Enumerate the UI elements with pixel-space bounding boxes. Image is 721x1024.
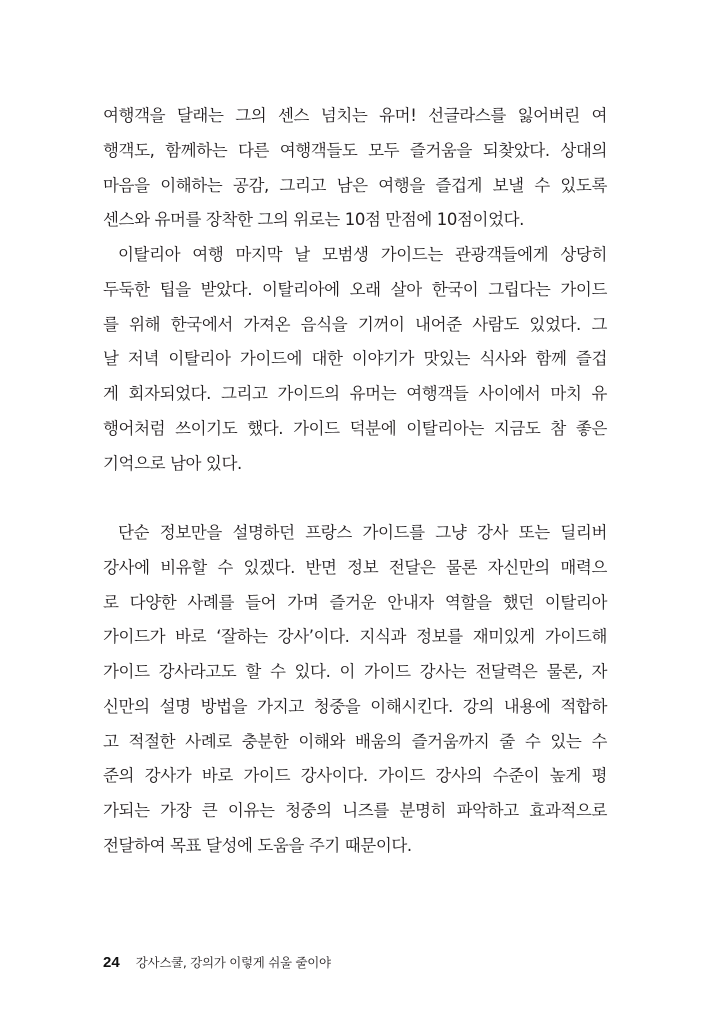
text-line: 게 회자되었다. 그리고 가이드의 유머는 여행객들 사이에서 마치 유 bbox=[103, 384, 607, 403]
text-line: 단순 정보만을 설명하던 프랑스 가이드를 그냥 강사 또는 딜리버 bbox=[118, 523, 607, 542]
paragraph-1 bbox=[103, 99, 607, 238]
text-line: 를 위해 한국에서 가져온 음식을 기꺼이 내어준 사람도 있었다. 그 bbox=[103, 314, 607, 334]
page-number: 24 bbox=[103, 954, 120, 971]
text-line: 신만의 설명 방법을 가지고 청중을 이해시킨다. 강의 내용에 적합하 bbox=[103, 696, 607, 716]
text-line: 전달하여 목표 달성에 도움을 주기 때문이다. bbox=[103, 835, 412, 855]
text-line: 기억으로 남아 있다. bbox=[103, 453, 242, 473]
text-line: 고 적절한 사례로 충분한 이해와 배움의 즐거움까지 줄 수 있는 수 bbox=[103, 731, 607, 751]
running-title: 강사스쿨, 강의가 이렇게 쉬울 줄이야 bbox=[135, 955, 331, 970]
text-line: 행객도, 함께하는 다른 여행객들도 모두 즐거움을 되찾았다. 상대의 bbox=[103, 140, 607, 160]
page-footer bbox=[103, 951, 331, 973]
paragraph-2 bbox=[103, 238, 607, 481]
text-line: 날 저녁 이탈리아 가이드에 대한 이야기가 맛있는 식사와 함께 즐겁 bbox=[103, 349, 607, 369]
text-line: 센스와 유머를 장착한 그의 위로는 10점 만점에 10점이었다. bbox=[103, 210, 525, 230]
text-line: 강사에 비유할 수 있겠다. 반면 정보 전달은 물론 자신만의 매력으 bbox=[103, 557, 607, 577]
text-line: 행어처럼 쓰이기도 했다. 가이드 덕분에 이탈리아는 지금도 참 좋은 bbox=[103, 418, 607, 438]
paragraph-gap bbox=[103, 481, 607, 516]
text-line: 로 다양한 사례를 들어 가며 즐거운 안내자 역할을 했던 이탈리아 bbox=[103, 592, 607, 612]
text-line: 준의 강사가 바로 가이드 강사이다. 가이드 강사의 수준이 높게 평 bbox=[103, 766, 607, 786]
body-text bbox=[103, 99, 607, 864]
text-line: 여행객을 달래는 그의 센스 넘치는 유머! 선글라스를 잃어버린 여 bbox=[103, 106, 607, 125]
text-line: 가이드가 바로 ‘잘하는 강사’이다. 지식과 정보를 재미있게 가이드해 bbox=[103, 627, 607, 647]
paragraph-3 bbox=[103, 516, 607, 864]
text-line: 가되는 가장 큰 이유는 청중의 니즈를 분명히 파악하고 효과적으로 bbox=[103, 801, 607, 820]
text-line: 마음을 이해하는 공감, 그리고 남은 여행을 즐겁게 보낼 수 있도록 bbox=[103, 175, 607, 195]
text-line: 이탈리아 여행 마지막 날 모범생 가이드는 관광객들에게 상당히 bbox=[118, 245, 607, 264]
text-line: 두둑한 팁을 받았다. 이탈리아에 오래 살아 한국이 그립다는 가이드 bbox=[103, 279, 607, 299]
text-line: 가이드 강사라고도 할 수 있다. 이 가이드 강사는 전달력은 물론, 자 bbox=[103, 662, 607, 681]
